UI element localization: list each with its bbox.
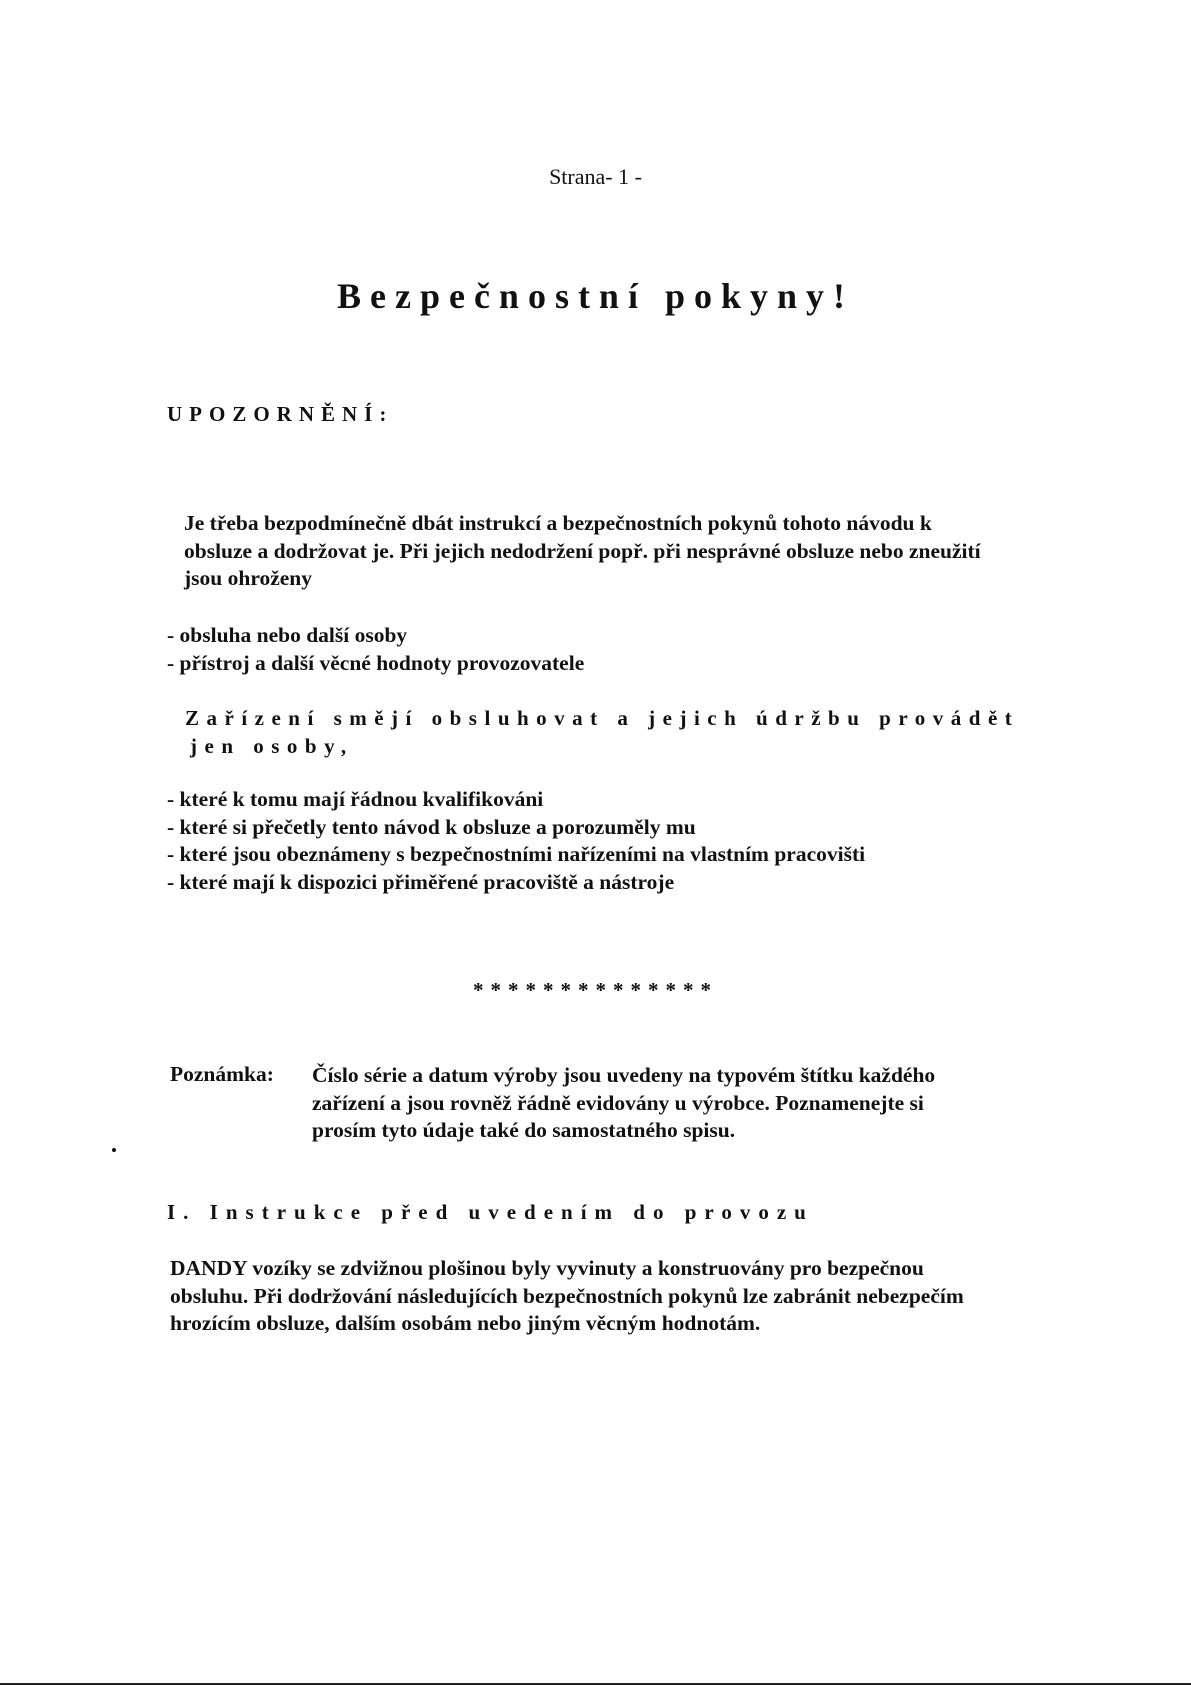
warning-heading: UPOZORNĚNÍ: — [167, 402, 394, 426]
section-heading: I. Instrukce před uvedením do provozu — [167, 1200, 814, 1224]
hazard-list — [167, 622, 584, 677]
persons-heading-continued: jen osoby, — [190, 734, 354, 758]
stray-dot — [112, 1148, 116, 1152]
note-line: prosím tyto údaje také do samostatného spisu. — [312, 1118, 736, 1142]
note-line: zařízení a jsou rovněž řádně evidovány u výrobce. Poznamenejte si — [312, 1090, 924, 1115]
list-item: - které jsou obeznámeny s bezpečnostními nařízeními na vlastním pracovišti — [167, 842, 866, 866]
persons-heading: Zařízení smějí obsluhovat a jejich údržbu provádět — [185, 706, 1020, 730]
section-line: obsluhu. Při dodržování následujících bezpečnostních pokynů lze zabránit nebezpečím — [170, 1283, 964, 1308]
section-line: hrozícím obsluze, dalším osobám nebo jiným věcným hodnotám. — [170, 1311, 761, 1335]
persons-list — [167, 786, 865, 896]
section-paragraph — [170, 1255, 964, 1338]
note-line: Číslo série a datum výroby jsou uvedeny na typovém štítku každého — [312, 1063, 936, 1087]
note-text — [312, 1062, 935, 1145]
list-item: - přístroj a další věcné hodnoty provozovatele — [167, 650, 585, 675]
intro-line: jsou ohroženy — [184, 566, 313, 590]
intro-line: Je třeba bezpodmínečně dbát instrukcí a bezpečnostních pokynů tohoto návodu k — [184, 511, 932, 535]
list-item: - obsluha nebo další osoby — [167, 623, 408, 647]
note-label: Poznámka: — [170, 1062, 274, 1086]
intro-line: obsluze a dodržovat je. Při jejich nedodržení popř. při nesprávné obsluze nebo zneužití — [184, 538, 981, 563]
list-item: - které si přečetly tento návod k obsluze a porozuměly mu — [167, 814, 696, 839]
page-number: Strana- 1 - — [549, 164, 642, 189]
intro-paragraph — [184, 510, 981, 593]
separator-stars: ************** — [473, 978, 718, 1002]
section-line: DANDY vozíky se zdvižnou plošinou byly vyvinuty a konstruovány pro bezpečnou — [170, 1256, 924, 1280]
list-item: - které mají k dispozici přiměřené pracoviště a nástroje — [167, 869, 675, 894]
list-item: - které k tomu mají řádnou kvalifikováni — [167, 787, 544, 811]
page-title: Bezpečnostní pokyny! — [336, 276, 855, 316]
